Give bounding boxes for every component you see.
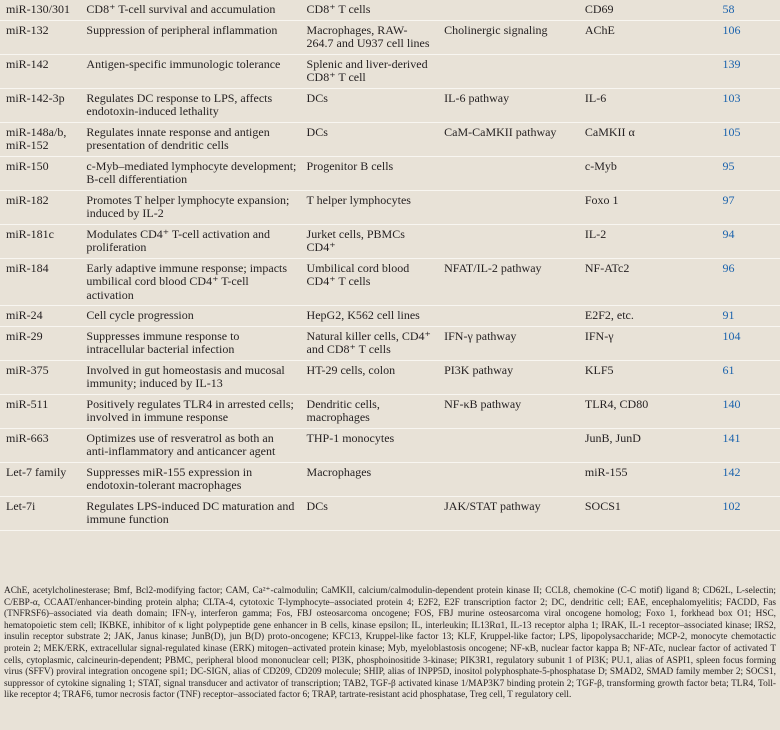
target-cell: CaMKII α <box>579 122 717 156</box>
table-row <box>0 258 780 306</box>
cell-type-cell: Macrophages, RAW-264.7 and U937 cell lines <box>301 20 439 54</box>
reference-cell[interactable]: 95 <box>716 156 780 190</box>
mirna-cell: miR-142-3p <box>0 88 80 122</box>
table-row <box>0 0 780 20</box>
function-cell: Suppresses miR-155 expression in endotoxin-tolerant macrophages <box>80 462 300 496</box>
function-cell: Cell cycle progression <box>80 306 300 327</box>
pathway-cell <box>438 190 579 224</box>
cell-type-cell: DCs <box>301 122 439 156</box>
pathway-cell: NF-κB pathway <box>438 394 579 428</box>
mirna-cell: miR-181c <box>0 224 80 258</box>
cell-type-cell: Progenitor B cells <box>301 156 439 190</box>
table-row <box>0 360 780 394</box>
target-cell: AChE <box>579 20 717 54</box>
reference-cell[interactable]: 104 <box>716 326 780 360</box>
mirna-cell: miR-132 <box>0 20 80 54</box>
mirna-cell: miR-24 <box>0 306 80 327</box>
target-cell: NF-ATc2 <box>579 258 717 306</box>
target-cell: Foxo 1 <box>579 190 717 224</box>
function-cell: Antigen-specific immunologic tolerance <box>80 54 300 88</box>
pathway-cell <box>438 224 579 258</box>
cell-type-cell: THP-1 monocytes <box>301 428 439 462</box>
target-cell: IL-6 <box>579 88 717 122</box>
function-cell: Regulates DC response to LPS, affects endotoxin-induced lethality <box>80 88 300 122</box>
pathway-cell <box>438 54 579 88</box>
pathway-cell <box>438 462 579 496</box>
mirna-cell: miR-663 <box>0 428 80 462</box>
target-cell: c-Myb <box>579 156 717 190</box>
pathway-cell: IFN-γ pathway <box>438 326 579 360</box>
pathway-cell: PI3K pathway <box>438 360 579 394</box>
table-row <box>0 462 780 496</box>
function-cell: Involved in gut homeostasis and mucosal immunity; induced by IL-13 <box>80 360 300 394</box>
reference-cell[interactable]: 96 <box>716 258 780 306</box>
reference-cell[interactable]: 106 <box>716 20 780 54</box>
mirna-cell: miR-148a/b, miR-152 <box>0 122 80 156</box>
mirna-cell: Let-7 family <box>0 462 80 496</box>
target-cell: KLF5 <box>579 360 717 394</box>
function-cell: Suppression of peripheral inflammation <box>80 20 300 54</box>
cell-type-cell: Splenic and liver-derived CD8⁺ T cell <box>301 54 439 88</box>
reference-cell[interactable]: 58 <box>716 0 780 20</box>
mirna-cell: miR-130/301 <box>0 0 80 20</box>
reference-cell[interactable]: 61 <box>716 360 780 394</box>
cell-type-cell: Macrophages <box>301 462 439 496</box>
pathway-cell: NFAT/IL-2 pathway <box>438 258 579 306</box>
function-cell: Regulates LPS-induced DC maturation and immune function <box>80 496 300 530</box>
reference-cell[interactable]: 140 <box>716 394 780 428</box>
reference-cell[interactable]: 97 <box>716 190 780 224</box>
mirna-cell: miR-182 <box>0 190 80 224</box>
pathway-cell: Cholinergic signaling <box>438 20 579 54</box>
function-cell: Modulates CD4⁺ T-cell activation and proliferation <box>80 224 300 258</box>
function-cell: Optimizes use of resveratrol as both an anti-inflammatory and anticancer agent <box>80 428 300 462</box>
reference-cell[interactable]: 141 <box>716 428 780 462</box>
table-row <box>0 496 780 530</box>
pathway-cell: IL-6 pathway <box>438 88 579 122</box>
mirna-cell: miR-29 <box>0 326 80 360</box>
reference-cell[interactable]: 94 <box>716 224 780 258</box>
target-cell: IFN-γ <box>579 326 717 360</box>
target-cell <box>579 54 717 88</box>
cell-type-cell: Natural killer cells, CD4⁺ and CD8⁺ T cells <box>301 326 439 360</box>
function-cell: Promotes T helper lymphocyte expansion; induced by IL-2 <box>80 190 300 224</box>
cell-type-cell: DCs <box>301 88 439 122</box>
reference-cell[interactable]: 102 <box>716 496 780 530</box>
mirna-cell: miR-184 <box>0 258 80 306</box>
pathway-cell: JAK/STAT pathway <box>438 496 579 530</box>
function-cell: Early adaptive immune response; impacts umbilical cord blood CD4⁺ T-cell activation <box>80 258 300 306</box>
target-cell: miR-155 <box>579 462 717 496</box>
table-row <box>0 122 780 156</box>
cell-type-cell: T helper lymphocytes <box>301 190 439 224</box>
cell-type-cell: CD8⁺ T cells <box>301 0 439 20</box>
target-cell: TLR4, CD80 <box>579 394 717 428</box>
function-cell: Regulates innate response and antigen presentation of dendritic cells <box>80 122 300 156</box>
abbreviations-footnote: AChE, acetylcholinesterase; Bmf, Bcl2-modifying factor; CAM, Ca²⁺-calmodulin; CaMKII, calcium/calmodulin-dependent protein kinase II; CCL8, chemokine (C-C motif) ligand 8; CD62L, L-selectin; C/EBP-α, CCAAT/enhancer-binding protein alpha; CLTA-4, cytotoxic T-lymphocyte–associated protein 4; E2F2, E2F transcription factor 2; DC, dendritic cell; EAE, encephalomyelitis; FACDD, Fas (TNFRSF6)–associated via death domain; IFN-γ, interferon gamma; Fos, FBJ osteosarcoma oncogene; FOS, FBJ murine osteosarcoma viral oncogene homolog; Foxo 1, forkhead box O1; HSC, hematopoietic stem cell; IKBKE, inhibitor of κ light polypeptide gene enhancer in B cells, kinase epsilon; IL, interleukin; IL13Rα1, IL-13 receptor alpha 1; IRAK, IL-1 receptor–associated kinase; IRS2, insulin receptor substrate 2; JAK, Janus kinase; JunB(D), jun B(D) proto-oncogene; KFC13, Kruppel-like factor 13; KLF, Kruppel-like factor; LPS, lipopolysaccharide; MCP-2, monocyte chemotactic protein 2; MEK/ERK, extracellular signal-regulated kinase (ERK) mitogen–activated protein kinase; Myb, myeloblastosis oncogene; NF-κB, nuclear factor kappa B; NF-ATc, nuclear factor of activated T cells, cytoplasmic, calcineurin-dependent; PBMC, peripheral blood mononuclear cell; PI3K, phosphoinositide 3-kinase; PIK3R1, regulatory subunit 1 of PI3K; PU.1, alias of ASPI1, spleen focus forming virus (SFFV) proviral integration oncogene spi1; DC-SIGN, alias of CD209, CD209 molecule; SHIP, alias of INPP5D, inositol polyphosphate-5-phosphatase D; SMAD2, SMAD family member 2; SOCS1, suppressor of cytokine signaling 1; STAT, signal transducer and activator of transcription; TAB2, TGF-β activated kinase 1/MAP3K7 binding protein 2; TGF-β, transforming growth factor beta; TLR4, Toll-like receptor 4; TRAF6, tumor necrosis factor (TNF) receptor–associated factor 6; TRAP, tartrate-resistant acid phosphatase, Treg cell, T regulatory cell. <box>4 586 776 701</box>
reference-cell[interactable]: 139 <box>716 54 780 88</box>
function-cell: CD8⁺ T-cell survival and accumulation <box>80 0 300 20</box>
reference-cell[interactable]: 142 <box>716 462 780 496</box>
mirna-cell: Let-7i <box>0 496 80 530</box>
table-row <box>0 190 780 224</box>
target-cell: CD69 <box>579 0 717 20</box>
pathway-cell <box>438 0 579 20</box>
cell-type-cell: HepG2, K562 cell lines <box>301 306 439 327</box>
pathway-cell: CaM-CaMKII pathway <box>438 122 579 156</box>
target-cell: JunB, JunD <box>579 428 717 462</box>
pathway-cell <box>438 428 579 462</box>
cell-type-cell: Umbilical cord blood CD4⁺ T cells <box>301 258 439 306</box>
mirna-cell: miR-511 <box>0 394 80 428</box>
mirna-cell: miR-375 <box>0 360 80 394</box>
target-cell: E2F2, etc. <box>579 306 717 327</box>
cell-type-cell: Jurket cells, PBMCs CD4⁺ <box>301 224 439 258</box>
function-cell: Suppresses immune response to intracellular bacterial infection <box>80 326 300 360</box>
table-row <box>0 20 780 54</box>
table-row <box>0 306 780 327</box>
cell-type-cell: HT-29 cells, colon <box>301 360 439 394</box>
mirna-cell: miR-150 <box>0 156 80 190</box>
table-row <box>0 326 780 360</box>
function-cell: c-Myb–mediated lymphocyte development; B-cell differentiation <box>80 156 300 190</box>
table-row <box>0 88 780 122</box>
target-cell: IL-2 <box>579 224 717 258</box>
reference-cell[interactable]: 91 <box>716 306 780 327</box>
target-cell: SOCS1 <box>579 496 717 530</box>
table-row <box>0 156 780 190</box>
table-row <box>0 428 780 462</box>
table-row <box>0 224 780 258</box>
function-cell: Positively regulates TLR4 in arrested cells; involved in immune response <box>80 394 300 428</box>
reference-cell[interactable]: 105 <box>716 122 780 156</box>
pathway-cell <box>438 306 579 327</box>
table-row <box>0 394 780 428</box>
cell-type-cell: Dendritic cells, macrophages <box>301 394 439 428</box>
mirna-cell: miR-142 <box>0 54 80 88</box>
table-row <box>0 54 780 88</box>
pathway-cell <box>438 156 579 190</box>
cell-type-cell: DCs <box>301 496 439 530</box>
reference-cell[interactable]: 103 <box>716 88 780 122</box>
